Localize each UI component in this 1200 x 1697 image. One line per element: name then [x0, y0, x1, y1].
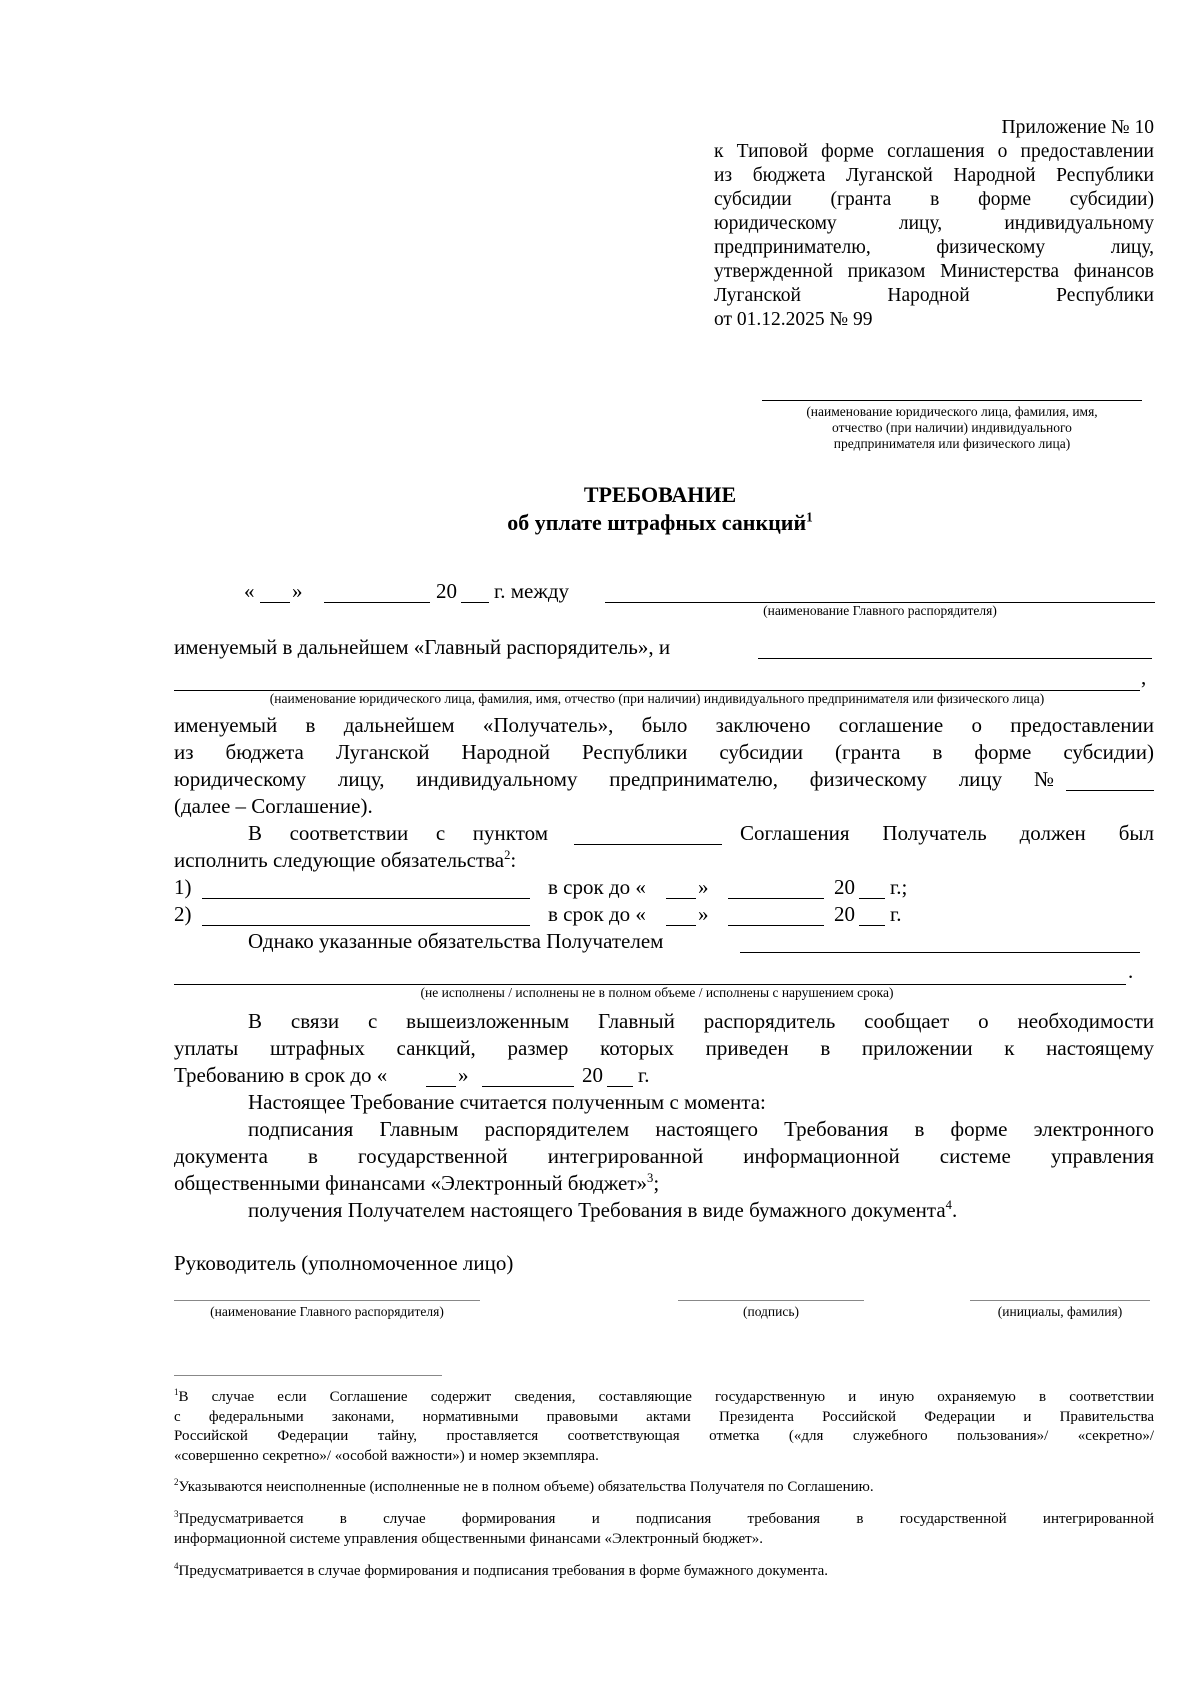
agreement-ref: (далее – Соглашение). [174, 794, 373, 818]
main-manager-caption: (наименование Главного распорядителя) [763, 603, 997, 618]
sanctions-month-field[interactable] [482, 1086, 574, 1087]
appendix-line: от 01.12.2025 № 99 [714, 309, 873, 330]
obligation-close-quote: » [698, 902, 709, 926]
sanctions-line: В связи с вышеизложенным Главный распорядитель сообщает о необходимости [248, 1009, 1154, 1033]
however-text: Однако указанные обязательства Получателем [248, 929, 664, 953]
named-recipient-line: именуемый в дальнейшем «Получатель», было заключено соглашение о предоставлении [174, 713, 1154, 737]
signature-name-field[interactable] [174, 1300, 480, 1301]
appendix-title: Приложение № 10 [1001, 117, 1154, 138]
obligations-intro: исполнить следующие обязательства$^2$: [174, 848, 517, 872]
obligation-1-year[interactable] [859, 898, 885, 899]
obligation-deadline: в срок до « [548, 875, 646, 899]
sanctions-close-quote: » [458, 1063, 469, 1087]
point-start: В соответствии с пунктом [248, 821, 548, 845]
obligation-2-day[interactable] [666, 925, 696, 926]
recipient-name-field[interactable] [762, 400, 1142, 401]
obligation-num: 1) [174, 875, 192, 899]
recipient-caption-long: (наименование юридического лица, фамилия, имя, отчество (при наличии) индивидуального предпринимателя или физического лица) [269, 691, 1045, 706]
obligation-field-2[interactable] [202, 925, 530, 926]
received-1-line: документа в государственной интегрированной информационной системе управления [174, 1144, 1154, 1168]
obligation-year: 20 [834, 875, 855, 899]
received-1-line: подписания Главным распорядителем настоящего Требования в форме электронного [248, 1117, 1154, 1141]
date-suffix: г. между [494, 579, 570, 603]
appendix-line: юридическому лицу, индивидуальному [714, 213, 1154, 234]
footnote-separator [174, 1375, 442, 1376]
date-day-field[interactable] [260, 602, 290, 603]
however-period: . [1128, 959, 1134, 983]
appendix-line: субсидии (гранта в форме субсидии) [714, 189, 1154, 210]
sanctions-line: уплаты штрафных санкций, размер которых приведен в приложении к настоящему [174, 1036, 1154, 1060]
obligation-year: 20 [834, 902, 855, 926]
appendix-line: из бюджета Луганской Народной Республики [714, 165, 1154, 186]
received-intro: Настоящее Требование считается полученным с момента: [248, 1090, 766, 1114]
footnote-ref-1: 1 [806, 509, 813, 525]
obligation-close-quote: » [698, 875, 709, 899]
obligation-end: г.; [890, 875, 908, 899]
appendix-line: предпринимателю, физическому лицу, [714, 237, 1154, 258]
obligation-deadline: в срок до « [548, 902, 646, 926]
document-subtitle: об уплате штрафных санкций$^1$ [507, 509, 813, 535]
agreement-number-field[interactable] [1066, 790, 1154, 791]
sanctions-day-field[interactable] [426, 1086, 456, 1087]
obligation-end: г. [890, 902, 902, 926]
obligation-field-1[interactable] [202, 898, 530, 899]
footnote-2: $^2$Указываются неисполненные (исполненные не в полном объеме) обязательства Получателя по Соглашению. [174, 1477, 874, 1495]
date-close-quote: » [292, 579, 303, 603]
signature-sign-caption: (подпись) [742, 1304, 800, 1319]
footnote-3: $^3$Предусматривается в случае формирования и подписания требования в государственной интегрированной информационной системе управления общественными финансами «Электронный бюджет». [174, 1509, 1154, 1547]
named-main-text: именуемый в дальнейшем «Главный распорядитель», и [174, 635, 671, 659]
recipient-comma: , [1141, 665, 1147, 689]
received-1-last: общественными финансами «Электронный бюджет»$^3$; [174, 1171, 660, 1195]
point-number-field[interactable] [574, 844, 722, 845]
signature-name-caption: (наименование Главного распорядителя) [210, 1304, 444, 1319]
date-open-quote: « [244, 579, 255, 603]
recipient-field-part1[interactable] [758, 658, 1152, 659]
sanctions-end: г. [638, 1063, 650, 1087]
obligation-num: 2) [174, 902, 192, 926]
obligation-1-month[interactable] [728, 898, 824, 899]
sanctions-year-field[interactable] [607, 1086, 633, 1087]
named-recipient-line: из бюджета Луганской Народной Республики субсидии (гранта в форме субсидии) [174, 740, 1154, 764]
obligation-1-day[interactable] [666, 898, 696, 899]
footnote-4: $^4$Предусматривается в случае формирования и подписания требования в форме бумажного документа. [174, 1561, 829, 1579]
footnote-1: $^1$В случае если Соглашение содержит сведения, составляющие государственную и иную охраняемую в соответствии с федеральными законами, нормативными правовыми актами Президента Российской Федерации и Правительства Российской Федерации тайну, проставляется соответствующая отметка («для служебного пользования»/ «секретно»/ «совершенно секретно»/ «особой важности») и номер экземпляра. [174, 1387, 1154, 1464]
received-2: получения Получателем настоящего Требования в виде бумажного документа$^4$. [248, 1198, 958, 1222]
signature-initials-caption: (инициалы, фамилия) [997, 1304, 1123, 1319]
obligation-2-month[interactable] [728, 925, 824, 926]
appendix-line: к Типовой форме соглашения о предоставлении [714, 141, 1154, 162]
signature-sign-field[interactable] [678, 1300, 864, 1301]
sanctions-year-prefix: 20 [582, 1063, 603, 1087]
appendix-line: утвержденной приказом Министерства финансов [714, 261, 1154, 282]
obligation-2-year[interactable] [859, 925, 885, 926]
sanctions-deadline-text: Требованию в срок до « [174, 1063, 388, 1087]
appendix-block [714, 116, 1154, 332]
footnote-ref-2: 2 [504, 848, 511, 862]
named-recipient-line: юридическому лицу, индивидуальному предпринимателю, физическому лицу № [174, 767, 1054, 791]
footnote-ref-4: 4 [945, 1198, 952, 1212]
date-year-prefix: 20 [436, 579, 457, 603]
date-year-field[interactable] [461, 602, 489, 603]
date-month-field[interactable] [324, 602, 430, 603]
appendix-line: Луганской Народной Республики [714, 285, 1154, 306]
recipient-caption: (наименование юридического лица, фамилия, имя, отчество (при наличии) индивидуального предпринимателя или физического лица) [806, 404, 1098, 451]
however-caption: (не исполнены / исполнены не в полном объеме / исполнены с нарушением срока) [420, 985, 894, 1000]
point-end: Соглашения Получатель должен был [740, 821, 1154, 845]
footnote-ref-3: 3 [647, 1171, 654, 1185]
document-title: ТРЕБОВАНИЕ [583, 482, 737, 507]
however-field-part1[interactable] [740, 952, 1140, 953]
signature-head: Руководитель (уполномоченное лицо) [174, 1251, 514, 1275]
signature-initials-field[interactable] [970, 1300, 1150, 1301]
